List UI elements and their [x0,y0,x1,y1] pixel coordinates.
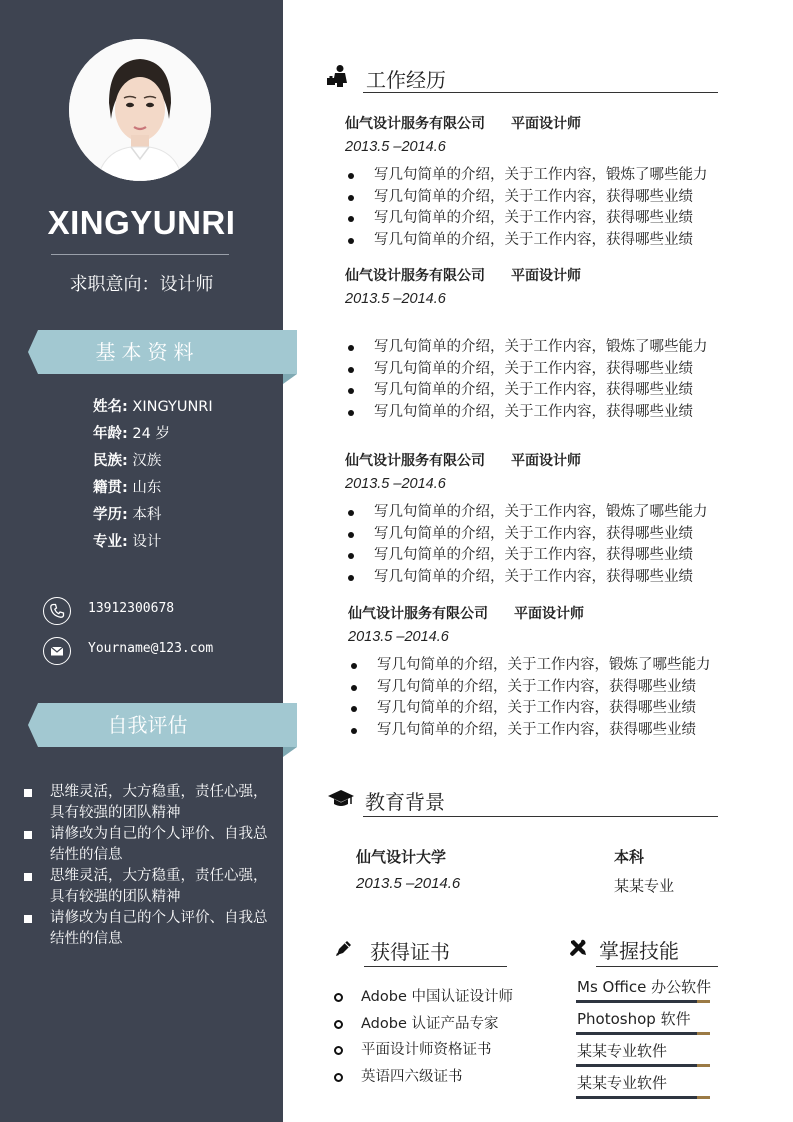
skill-bar-fill [576,1096,697,1099]
job-entry-1 [345,113,745,251]
list-item: 思维灵活，大方稳重，责任心强，具有较强的团队精神 [20,866,270,908]
degree: 本科 [614,848,645,866]
list-item: 请修改为自己的个人评价、自我总结性的信息 [20,908,270,950]
basic-row-origin: 籍贯: 山东 [93,480,162,496]
list-item: 写几句简单的介绍，关于工作内容，获得哪些业绩 [345,524,745,546]
list-item: 写几句简单的介绍，关于工作内容，获得哪些业绩 [345,187,745,209]
job-position: 平面设计师 [511,116,581,132]
skill-bar [576,1096,710,1099]
certificates-list [333,986,513,1093]
list-item: Adobe 认证产品专家 [333,1013,513,1040]
job-entry-2 [345,265,745,423]
skill-item [576,1072,710,1104]
job-date: 2013.5 –2014.6 [345,139,446,155]
skill-item [576,976,710,1008]
basic-row-name: 姓名: XINGYUNRI [93,399,213,415]
basic-info-title: 基本资料 [95,340,200,364]
skill-name: 某某专业软件 [577,1042,668,1060]
self-eval-title: 自我评估 [107,713,188,737]
list-item: 思维灵活，大方稳重，责任心强，具有较强的团队精神 [20,782,270,824]
job-date: 2013.5 –2014.6 [345,291,446,307]
skill-bar [576,1064,710,1067]
basic-row-ethnicity: 民族: 汉族 [93,453,162,469]
list-item: 写几句简单的介绍，关于工作内容，获得哪些业绩 [345,567,745,589]
education-date: 2013.5 –2014.6 [356,875,461,892]
self-eval-list [20,782,270,950]
phone-number: 13912300678 [88,601,175,616]
sidebar [0,0,283,1122]
company-name: 仙气设计服务有限公司 [345,453,485,469]
portrait-photo [69,39,211,181]
job-bullets [345,337,745,423]
education-section-divider [363,816,718,817]
major: 某某专业 [614,877,675,895]
job-bullets [348,655,748,741]
list-item: 写几句简单的介绍，关于工作内容，获得哪些业绩 [345,359,745,381]
basic-row-age: 年龄: 24 岁 [93,426,170,442]
skill-bar-fill [576,1064,697,1067]
company-name: 仙气设计服务有限公司 [345,116,485,132]
list-item: 写几句简单的介绍，关于工作内容，获得哪些业绩 [345,402,745,424]
skill-bar [576,1000,710,1003]
list-item: 写几句简单的介绍，关于工作内容，获得哪些业绩 [345,545,745,567]
skills-section-divider [596,966,718,967]
basic-info-list [93,396,213,558]
tools-icon [568,938,588,958]
list-item: 写几句简单的介绍，关于工作内容，获得哪些业绩 [348,698,748,720]
company-name: 仙气设计服务有限公司 [348,606,488,622]
list-item: 写几句简单的介绍，关于工作内容，锻炼了哪些能力 [345,165,745,187]
certificates-section-divider [364,966,507,967]
graduation-cap-icon [327,788,355,808]
job-position: 平面设计师 [511,268,581,284]
avatar [69,39,211,181]
list-item: 写几句简单的介绍，关于工作内容，获得哪些业绩 [348,720,748,742]
work-section-title: 工作经历 [366,68,446,92]
education-section-title: 教育背景 [365,790,445,814]
skill-item [576,1008,710,1040]
pen-icon [334,938,354,958]
job-bullets [345,165,745,251]
skill-name: Photoshop 软件 [577,1010,691,1028]
job-entry-3 [345,450,745,588]
skill-bar [576,1032,710,1035]
job-date: 2013.5 –2014.6 [348,629,449,645]
list-item: 平面设计师资格证书 [333,1039,513,1066]
self-eval-ribbon [28,703,297,747]
list-item: 写几句简单的介绍，关于工作内容，获得哪些业绩 [345,208,745,230]
skill-name: Ms Office 办公软件 [577,978,712,996]
job-position: 平面设计师 [511,453,581,469]
skill-bar-fill [576,1000,697,1003]
school-name: 仙气设计大学 [356,848,447,866]
list-item: 写几句简单的介绍，关于工作内容，获得哪些业绩 [345,230,745,252]
skill-name: 某某专业软件 [577,1074,668,1092]
skills-section-title: 掌握技能 [599,939,679,963]
basic-row-education: 学历: 本科 [93,507,162,523]
skill-item [576,1040,710,1072]
list-item: 请修改为自己的个人评价、自我总结性的信息 [20,824,270,866]
phone-icon [43,597,71,625]
list-item: 写几句简单的介绍，关于工作内容，锻炼了哪些能力 [348,655,748,677]
basic-info-ribbon [28,330,297,374]
candidate-name: XINGYUNRI [47,204,236,241]
skill-bar-fill [576,1032,697,1035]
job-entry-4 [348,603,748,741]
list-item: 写几句简单的介绍，关于工作内容，获得哪些业绩 [348,677,748,699]
list-item: 写几句简单的介绍，关于工作内容，锻炼了哪些能力 [345,502,745,524]
job-position: 平面设计师 [514,606,584,622]
email-address: Yourname@123.com [88,641,214,656]
job-date: 2013.5 –2014.6 [345,476,446,492]
envelope-icon [43,637,71,665]
job-bullets [345,502,745,588]
list-item: Adobe 中国认证设计师 [333,986,513,1013]
list-item: 写几句简单的介绍，关于工作内容，锻炼了哪些能力 [345,337,745,359]
work-section-divider [363,92,718,93]
list-item: 英语四六级证书 [333,1066,513,1093]
certificates-section-title: 获得证书 [370,940,450,964]
worker-icon [327,64,349,88]
name-divider [51,254,229,255]
basic-row-major: 专业: 设计 [93,534,162,550]
job-intent: 求职意向：设计师 [69,274,214,295]
skills-list [576,976,710,1104]
company-name: 仙气设计服务有限公司 [345,268,485,284]
list-item: 写几句简单的介绍，关于工作内容，获得哪些业绩 [345,380,745,402]
